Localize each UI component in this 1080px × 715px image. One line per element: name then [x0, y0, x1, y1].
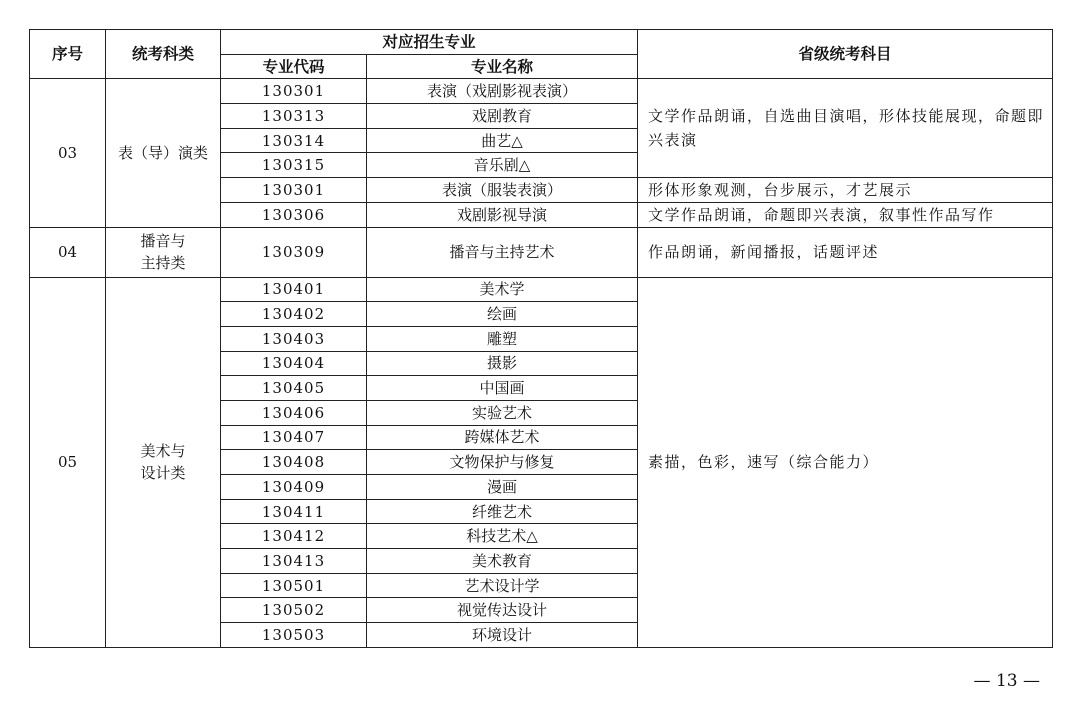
header-subjects: 省级统考科目	[638, 30, 1053, 79]
admission-table	[29, 29, 1053, 648]
category-line: 美术与	[140, 442, 186, 461]
name-cell: 绘画	[367, 302, 638, 327]
name-cell: 播音与主持艺术	[367, 227, 638, 277]
header-seq: 序号	[30, 30, 106, 79]
name-cell: 摄影	[367, 351, 638, 376]
code-cell: 130408	[221, 450, 367, 475]
code-cell: 130315	[221, 153, 367, 178]
subjects-cell: 素描，色彩，速写（综合能力）	[638, 277, 1053, 647]
name-cell: 视觉传达设计	[367, 598, 638, 623]
page-number: — 13 —	[973, 671, 1040, 691]
category-line: 主持类	[140, 254, 186, 272]
code-cell: 130309	[221, 227, 367, 277]
name-cell: 文物保护与修复	[367, 450, 638, 475]
subjects-cell: 文学作品朗诵，自选曲目演唱，形体技能展现，命题即兴表演	[638, 79, 1053, 178]
name-cell: 美术学	[367, 277, 638, 302]
seq-cell: 05	[30, 277, 106, 647]
code-cell: 130409	[221, 475, 367, 500]
code-cell: 130313	[221, 104, 367, 129]
name-cell: 环境设计	[367, 623, 638, 648]
code-cell: 130502	[221, 598, 367, 623]
subjects-cell: 形体形象观测，台步展示，才艺展示	[638, 178, 1053, 203]
header-category: 统考科类	[106, 30, 221, 79]
code-cell: 130401	[221, 277, 367, 302]
name-cell: 音乐剧△	[367, 153, 638, 178]
name-cell: 戏剧影视导演	[367, 202, 638, 227]
name-cell: 表演（戏剧影视表演）	[367, 79, 638, 104]
seq-cell: 03	[30, 79, 106, 227]
category-cell: 表（导）演类	[106, 79, 221, 227]
header-code: 专业代码	[221, 54, 367, 79]
category-cell	[106, 227, 221, 277]
code-cell: 130314	[221, 128, 367, 153]
header-majors-group: 对应招生专业	[221, 30, 638, 55]
name-cell: 表演（服装表演）	[367, 178, 638, 203]
category-cell	[106, 277, 221, 647]
name-cell: 中国画	[367, 376, 638, 401]
code-cell: 130301	[221, 178, 367, 203]
code-cell: 130412	[221, 524, 367, 549]
name-cell: 曲艺△	[367, 128, 638, 153]
category-line: 播音与	[140, 232, 186, 250]
code-cell: 130402	[221, 302, 367, 327]
table-row	[30, 79, 1053, 104]
name-cell: 戏剧教育	[367, 104, 638, 129]
subjects-cell: 文学作品朗诵，命题即兴表演，叙事性作品写作	[638, 202, 1053, 227]
name-cell: 漫画	[367, 475, 638, 500]
name-cell: 科技艺术△	[367, 524, 638, 549]
table-row	[30, 227, 1053, 277]
code-cell: 130411	[221, 499, 367, 524]
code-cell: 130503	[221, 623, 367, 648]
code-cell: 130406	[221, 400, 367, 425]
code-cell: 130413	[221, 549, 367, 574]
subjects-cell: 作品朗诵，新闻播报，话题评述	[638, 227, 1053, 277]
name-cell: 雕塑	[367, 326, 638, 351]
name-cell: 艺术设计学	[367, 573, 638, 598]
code-cell: 130403	[221, 326, 367, 351]
code-cell: 130407	[221, 425, 367, 450]
code-cell: 130501	[221, 573, 367, 598]
category-line: 设计类	[140, 464, 186, 483]
name-cell: 美术教育	[367, 549, 638, 574]
header-name: 专业名称	[367, 54, 638, 79]
name-cell: 实验艺术	[367, 400, 638, 425]
name-cell: 跨媒体艺术	[367, 425, 638, 450]
code-cell: 130301	[221, 79, 367, 104]
code-cell: 130404	[221, 351, 367, 376]
seq-cell: 04	[30, 227, 106, 277]
code-cell: 130405	[221, 376, 367, 401]
table-row	[30, 277, 1053, 302]
code-cell: 130306	[221, 202, 367, 227]
name-cell: 纤维艺术	[367, 499, 638, 524]
